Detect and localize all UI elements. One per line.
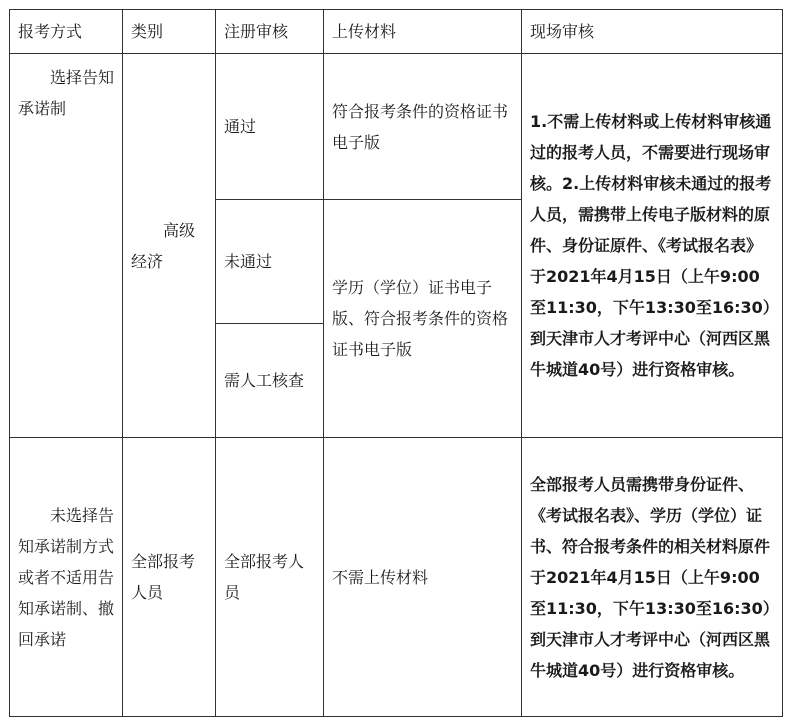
cell-registration-manual-check: 需人工核查: [216, 324, 324, 438]
header-upload-materials: 上传材料: [324, 10, 522, 54]
cell-registration-group2: 全部报考人员: [216, 438, 324, 717]
header-category: 类别: [123, 10, 216, 54]
table-row: [10, 54, 783, 200]
cell-registration-failed: 未通过: [216, 200, 324, 324]
cell-category-group1: 高级经济: [123, 54, 216, 438]
cell-method-group2: 未选择告知承诺制方式或者不适用告知承诺制、撤回承诺: [10, 438, 123, 717]
header-onsite-review: 现场审核: [522, 10, 783, 54]
cell-onsite-review-group1: 1.不需上传材料或上传材料审核通过的报考人员，不需要进行现场审核。2.上传材料审核未通过的报考人员，需携带上传电子版材料的原件、身份证原件、《考试报名表》于2021年4月15日（上午9:00至11:30，下午13:30至16:30）到天津市人才考评中心（河西区黑牛城道40号）进行资格审核。: [522, 54, 783, 438]
cell-upload-passed: 符合报考条件的资格证书电子版: [324, 54, 522, 200]
cell-upload-group2: 不需上传材料: [324, 438, 522, 717]
table-row: [10, 438, 783, 717]
header-registration-review: 注册审核: [216, 10, 324, 54]
table-header-row: [10, 10, 783, 54]
cell-upload-failed: 学历（学位）证书电子版、符合报考条件的资格证书电子版: [324, 200, 522, 438]
cell-registration-passed: 通过: [216, 54, 324, 200]
header-method: 报考方式: [10, 10, 123, 54]
cell-category-group2: 全部报考人员: [123, 438, 216, 717]
cell-method-group1: 选择告知承诺制: [10, 54, 123, 438]
cell-onsite-review-group2: 全部报考人员需携带身份证件、《考试报名表》、学历（学位）证书、符合报考条件的相关材料原件于2021年4月15日（上午9:00至11:30，下午13:30至16:30）到天津市人才考评中心（河西区黑牛城道40号）进行资格审核。: [522, 438, 783, 717]
exam-registration-table: [9, 9, 783, 717]
